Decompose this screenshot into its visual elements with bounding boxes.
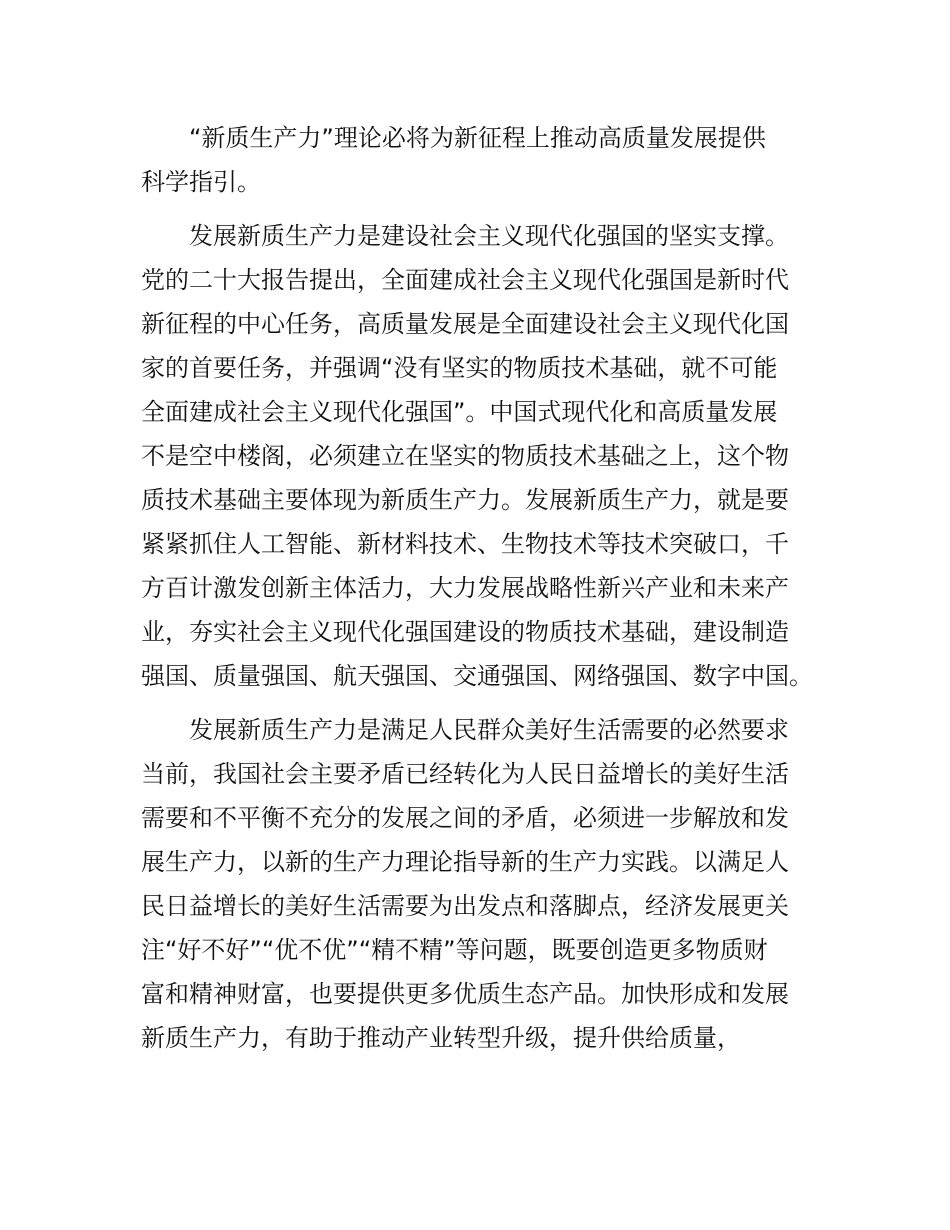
- paragraph-line: 发展新质生产力是建设社会主义现代化强国的坚实支撑。: [189, 222, 789, 250]
- paragraph-line: 业，夯实社会主义现代化强国建设的物质技术基础，建设制造: [141, 618, 789, 646]
- paragraph-line: 紧紧抓住人工智能、新材料技术、生物技术等技术突破口，千: [141, 530, 789, 558]
- paragraph-2: [141, 214, 821, 698]
- paragraph-line: 富和精神财富，也要提供更多优质生态产品。加快形成和发展: [141, 980, 789, 1008]
- paragraph-line: 不是空中楼阁，必须建立在坚实的物质技术基础之上，这个物: [141, 442, 789, 470]
- paragraph-line: 需要和不平衡不充分的发展之间的矛盾，必须进一步解放和发: [141, 804, 789, 832]
- paragraph-line: 当前，我国社会主要矛盾已经转化为人民日益增长的美好生活: [141, 760, 789, 788]
- paragraph-3: [141, 708, 821, 1060]
- paragraph-line: 方百计激发创新主体活力，大力发展战略性新兴产业和未来产: [141, 574, 789, 602]
- paragraph-1: [141, 116, 821, 204]
- paragraph-line: 家的首要任务，并强调“没有坚实的物质技术基础，就不可能: [141, 354, 778, 382]
- paragraph-line: 强国、质量强国、航天强国、交通强国、网络强国、数字中国。: [141, 662, 813, 690]
- document-body: [141, 116, 821, 1070]
- paragraph-line: 党的二十大报告提出，全面建成社会主义现代化强国是新时代: [141, 266, 789, 294]
- paragraph-line: 发展新质生产力是满足人民群众美好生活需要的必然要求: [189, 716, 789, 744]
- paragraph-line: 展生产力，以新的生产力理论指导新的生产力实践。以满足人: [141, 848, 789, 876]
- paragraph-line: “新质生产力”理论必将为新征程上推动高质量发展提供: [189, 124, 766, 152]
- paragraph-line: 质技术基础主要体现为新质生产力。发展新质生产力，就是要: [141, 486, 789, 514]
- paragraph-line: 注“好不好”“优不优”“精不精”等问题，既要创造更多物质财: [141, 936, 768, 964]
- paragraph-line: 全面建成社会主义现代化强国”。中国式现代化和高质量发展: [141, 398, 778, 426]
- paragraph-line: 民日益增长的美好生活需要为出发点和落脚点，经济发展更关: [141, 892, 789, 920]
- paragraph-line: 科学指引。: [141, 168, 261, 196]
- paragraph-line: 新征程的中心任务，高质量发展是全面建设社会主义现代化国: [141, 310, 789, 338]
- paragraph-line: 新质生产力，有助于推动产业转型升级，提升供给质量，: [141, 1024, 741, 1052]
